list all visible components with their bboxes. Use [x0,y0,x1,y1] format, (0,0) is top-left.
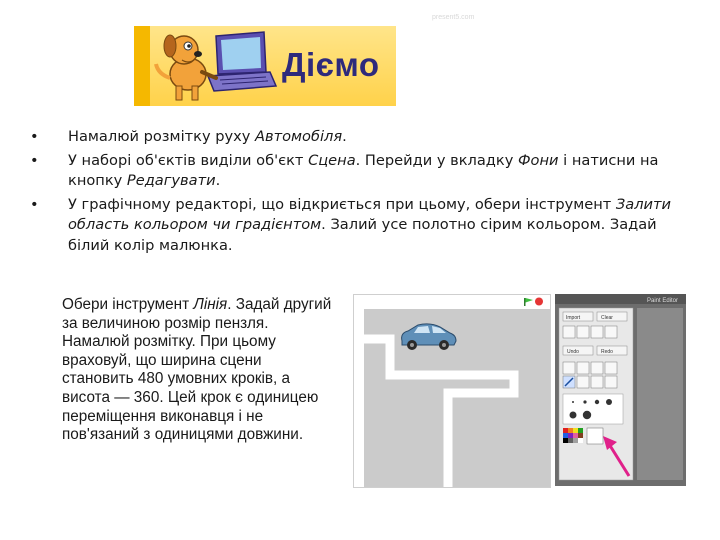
instruction-item [30,151,690,192]
paint-canvas[interactable] [637,308,683,480]
instruction-text: . [342,128,347,145]
line-tool-description [62,296,336,445]
instruction-item [30,195,690,257]
import-button-label: Import [566,315,581,321]
car-sprite [402,324,456,350]
desc-before: Обери інструмент [62,296,194,313]
green-flag-icon [524,298,533,306]
dog-laptop-illustration [148,28,280,106]
editor-title: Paint Editor [647,298,679,304]
instruction-text: . Залий усе полотно сірим кольором. Задай білий колір малюнка. [68,216,657,254]
brush-size-picker[interactable] [563,394,623,424]
desc-tool-name: Лінія [193,296,228,313]
instruction-list [30,127,690,259]
instruction-text: Редагувати [126,172,216,189]
bullet-dot: • [30,128,39,145]
instruction-text: Сцена [308,151,356,169]
redo-button-label: Redo [601,349,613,355]
banner-title: Дiємо [282,46,380,83]
pointer-arrow [599,432,639,482]
section-banner [134,26,396,106]
scratch-stage-screenshot [353,294,551,488]
instruction-item [30,127,690,148]
clear-button-label: Clear [601,315,613,321]
instruction-text: . [215,172,221,189]
bullet-dot: • [30,195,39,213]
instruction-text: У наборі об'єктів виділи об'єкт [68,151,309,169]
instruction-text: і натисни на кнопку [68,151,659,189]
instruction-text: . Перейди у вкладку [355,151,518,169]
instruction-text: Фони [517,151,559,169]
watermark: present5.com [432,14,475,21]
color-palette[interactable] [563,428,603,444]
stop-icon [535,298,543,306]
desc-after: . Задай другий за величиною розмір пензля. Намалюй розмітку. При цьому враховуй, що ширина сцени становить 480 умовних кроків, а висота — 360. Цей крок є одиницею переміщення виконавця і не пов'язаний з одиницями довжини. [62,296,332,444]
paint-editor-screenshot [555,294,686,486]
instruction-text: Залити область кольором чи градієнтом [68,195,672,233]
stage-canvas [364,309,550,487]
undo-button-label: Undo [567,349,579,355]
instruction-text: Намалюй розмітку руху [68,128,256,145]
instruction-text: У графічному редакторі, що відкриється при цьому, обери інструмент [68,195,616,213]
bullet-dot: • [30,151,39,169]
road-markings [364,309,550,487]
instruction-text: Автомобіля [255,128,343,145]
